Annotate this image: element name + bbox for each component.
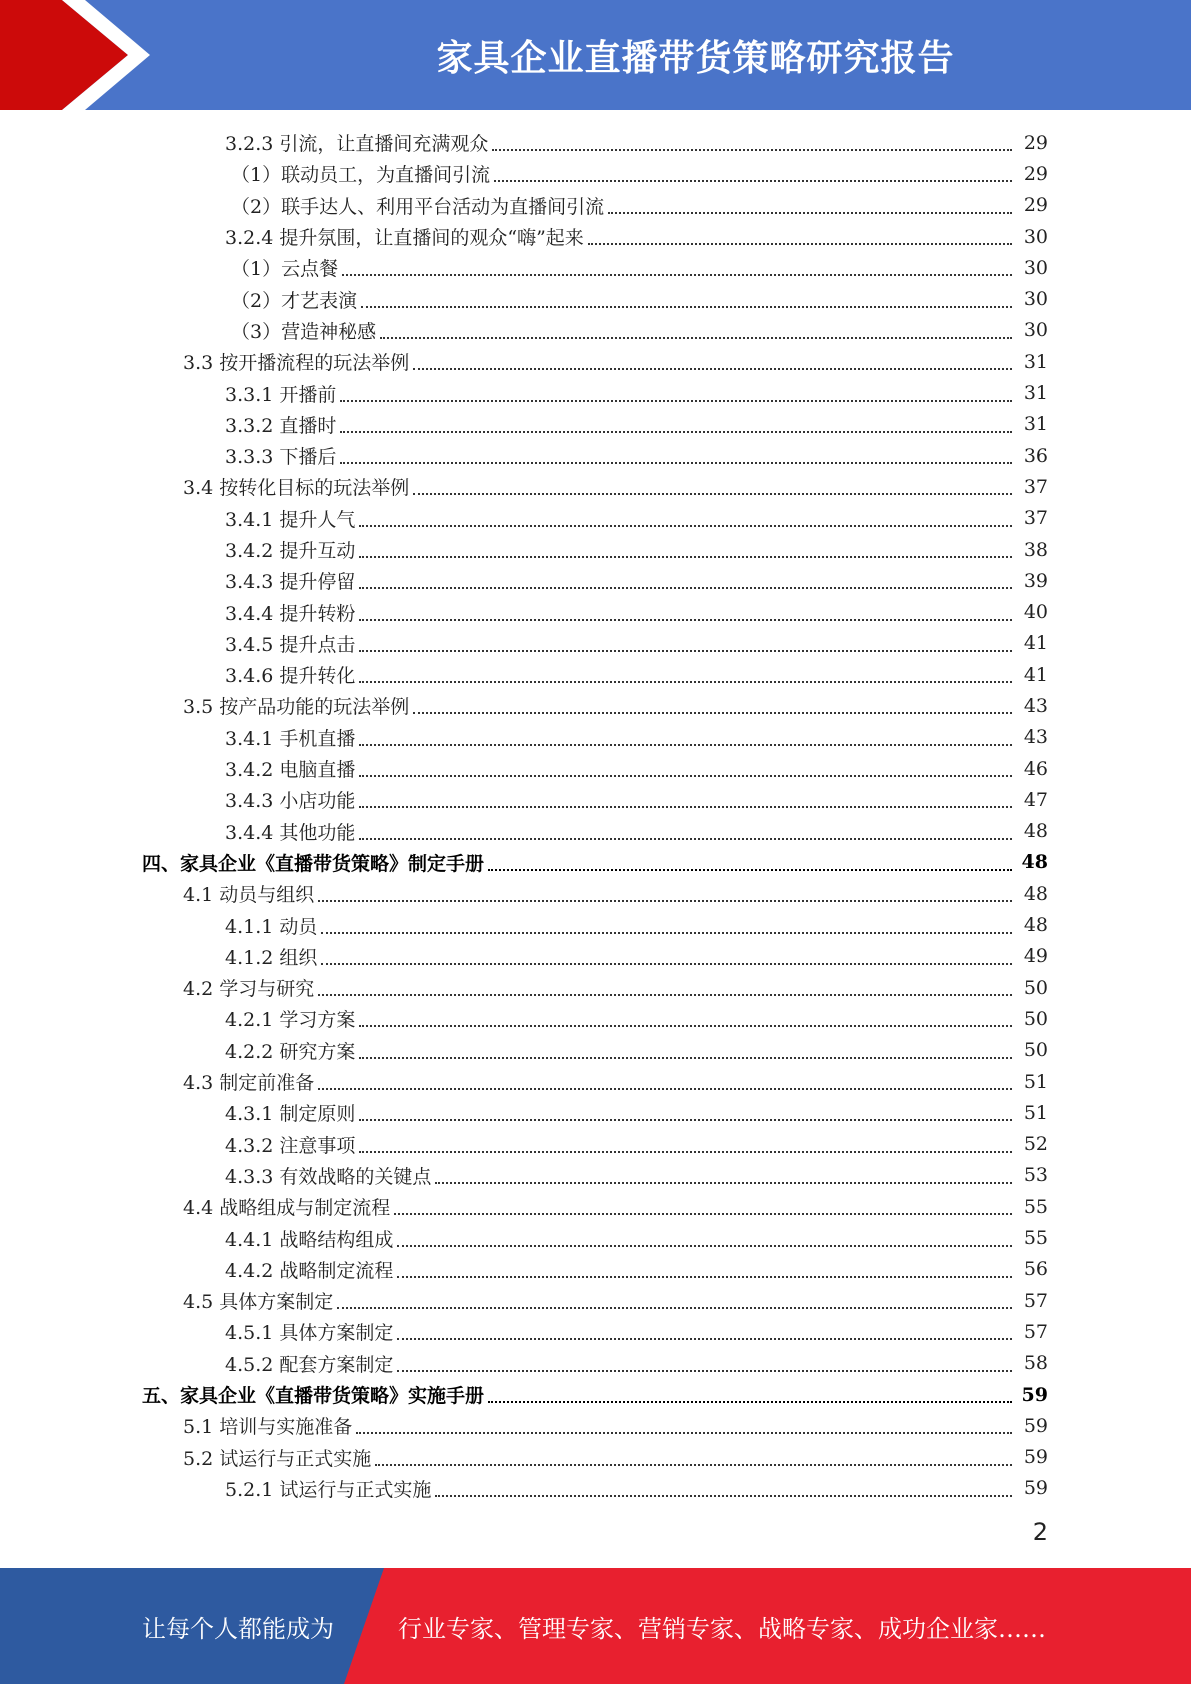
toc-entry-title: 4.5.2 配套方案制定 — [225, 1353, 394, 1376]
toc-entry-title: 4.4.2 战略制定流程 — [225, 1259, 394, 1282]
toc-entry-page: 48 — [1023, 820, 1048, 843]
toc-entry[interactable] — [0, 283, 1191, 314]
toc-entry-title: 4.3.3 有效战略的关键点 — [225, 1165, 432, 1188]
toc-entry-page: 56 — [1023, 1258, 1048, 1281]
toc-entry[interactable] — [0, 1473, 1191, 1504]
toc-dot-leader — [340, 430, 1012, 433]
toc-entry[interactable] — [0, 1254, 1191, 1285]
toc-entry-page: 31 — [1023, 382, 1048, 405]
toc-dot-leader — [337, 1306, 1012, 1309]
toc-dot-leader — [318, 1087, 1012, 1090]
toc-dot-leader — [608, 211, 1012, 214]
toc-dot-leader — [359, 1056, 1012, 1059]
toc-dot-leader — [492, 148, 1012, 151]
toc-entry-page: 31 — [1023, 350, 1048, 373]
toc-entry-page: 59 — [1023, 1446, 1048, 1469]
toc-entry[interactable] — [0, 1129, 1191, 1160]
toc-entry[interactable] — [0, 659, 1191, 690]
toc-entry[interactable] — [0, 440, 1191, 471]
toc-entry-title: 3.4.6 提升转化 — [225, 665, 356, 688]
toc-entry-title: 3.4.5 提升点击 — [225, 633, 356, 656]
toc-entry-page: 48 — [1023, 882, 1048, 905]
toc-entry[interactable] — [0, 1035, 1191, 1066]
toc-entry-title: 3.4.3 提升停留 — [225, 571, 356, 594]
toc-entry[interactable] — [0, 565, 1191, 596]
toc-dot-leader — [359, 743, 1012, 746]
toc-entry-page: 59 — [1023, 1414, 1048, 1437]
toc-entry[interactable] — [0, 1348, 1191, 1379]
toc-dot-leader — [359, 774, 1012, 777]
toc-dot-leader — [340, 461, 1012, 464]
toc-entry-title: 5.2.1 试运行与正式实施 — [225, 1478, 432, 1501]
toc-entry-page: 38 — [1023, 538, 1048, 561]
toc-entry-title: 3.3.2 直播时 — [225, 414, 337, 437]
toc-entry-title: 3.4.2 电脑直播 — [225, 759, 356, 782]
toc-entry[interactable] — [0, 534, 1191, 565]
toc-entry[interactable] — [0, 1160, 1191, 1191]
page-number: 2 — [1032, 1518, 1048, 1546]
toc-dot-leader — [588, 242, 1012, 245]
toc-entry-page: 37 — [1023, 475, 1048, 498]
toc-entry-page: 40 — [1023, 601, 1048, 624]
toc-dot-leader — [356, 1431, 1012, 1434]
toc-entry-title: 五、家具企业《直播带货策略》实施手册 — [142, 1385, 485, 1408]
toc-dot-leader — [494, 179, 1012, 182]
toc-entry-title: 四、家具企业《直播带货策略》制定手册 — [142, 852, 485, 875]
toc-dot-leader — [359, 680, 1012, 683]
toc-entry[interactable] — [0, 1222, 1191, 1253]
toc-entry-page: 57 — [1023, 1320, 1048, 1343]
toc-dot-leader — [359, 805, 1012, 808]
toc-dot-leader — [340, 399, 1012, 402]
toc-entry-page: 52 — [1023, 1133, 1048, 1156]
footer-slogan-right: 行业专家、管理专家、营销专家、战略专家、成功企业家…… — [398, 1614, 1046, 1643]
toc-dot-leader — [397, 1337, 1012, 1340]
toc-entry-title: 4.2 学习与研究 — [183, 978, 315, 1001]
toc-entry-page: 29 — [1023, 162, 1048, 185]
toc-dot-leader — [397, 1244, 1012, 1247]
toc-entry-page: 48 — [1023, 914, 1048, 937]
toc-entry-title: 4.1.1 动员 — [225, 915, 318, 938]
toc-dot-leader — [359, 1150, 1012, 1153]
toc-dot-leader — [359, 618, 1012, 621]
toc-entry-title: 3.4.4 提升转粉 — [225, 602, 356, 625]
toc-entry[interactable] — [0, 847, 1191, 878]
toc-dot-leader — [394, 1212, 1012, 1215]
toc-entry-page: 31 — [1023, 413, 1048, 436]
toc-dot-leader — [321, 931, 1012, 934]
toc-entry[interactable] — [0, 1066, 1191, 1097]
toc-entry-title: 5.2 试运行与正式实施 — [183, 1447, 372, 1470]
toc-entry[interactable] — [0, 127, 1191, 158]
toc-entry[interactable] — [0, 221, 1191, 252]
table-of-contents — [0, 127, 1191, 1504]
page-footer — [0, 1568, 1191, 1684]
toc-entry-title: 4.1.2 组织 — [225, 946, 318, 969]
toc-entry[interactable] — [0, 190, 1191, 221]
toc-dot-leader — [342, 273, 1012, 276]
toc-entry-title: 3.4.2 提升互动 — [225, 540, 356, 562]
toc-entry[interactable] — [0, 315, 1191, 346]
toc-entry[interactable] — [0, 1097, 1191, 1128]
toc-entry-page: 59 — [1021, 1383, 1048, 1406]
toc-dot-leader — [488, 1400, 1012, 1403]
toc-entry-title: 4.3.2 注意事项 — [225, 1134, 356, 1157]
toc-entry-title: 4.4 战略组成与制定流程 — [183, 1197, 391, 1220]
toc-dot-leader — [359, 1118, 1012, 1121]
toc-entry[interactable] — [0, 1191, 1191, 1222]
toc-entry-page: 55 — [1023, 1227, 1048, 1250]
toc-entry-title: 3.2.4 提升氛围，让直播间的观众“嗨”起来 — [225, 227, 584, 250]
toc-entry-title: 4.1 动员与组织 — [183, 884, 315, 907]
toc-entry-page: 30 — [1023, 256, 1048, 279]
toc-entry-page: 47 — [1023, 788, 1048, 811]
toc-dot-leader — [361, 305, 1012, 308]
toc-entry[interactable] — [0, 628, 1191, 659]
toc-entry[interactable] — [0, 972, 1191, 1003]
toc-entry-page: 46 — [1023, 757, 1048, 780]
toc-dot-leader — [488, 868, 1012, 871]
toc-entry-page: 29 — [1023, 194, 1048, 217]
toc-entry[interactable] — [0, 158, 1191, 189]
toc-entry-title: 4.2.2 研究方案 — [225, 1040, 356, 1063]
toc-entry[interactable] — [0, 1003, 1191, 1034]
toc-entry-page: 57 — [1023, 1289, 1048, 1312]
toc-dot-leader — [413, 367, 1012, 370]
toc-entry-page: 59 — [1023, 1477, 1048, 1500]
toc-entry-page: 58 — [1023, 1352, 1048, 1375]
toc-entry-title: 3.3.1 开播前 — [225, 383, 337, 406]
toc-entry[interactable] — [0, 252, 1191, 283]
toc-dot-leader — [397, 1275, 1012, 1278]
toc-entry-title: 3.2.3 引流，让直播间充满观众 — [225, 133, 489, 156]
toc-entry-title: 3.4.1 提升人气 — [225, 508, 356, 531]
toc-entry[interactable] — [0, 878, 1191, 909]
toc-entry[interactable] — [0, 722, 1191, 753]
toc-entry-title: 4.2.1 学习方案 — [225, 1009, 356, 1032]
toc-entry-page: 55 — [1023, 1195, 1048, 1218]
toc-entry-title: 5.1 培训与实施准备 — [183, 1416, 353, 1439]
toc-entry-page: 41 — [1023, 663, 1048, 686]
toc-entry[interactable] — [0, 1441, 1191, 1472]
toc-entry-title: （1）联动员工，为直播间引流 — [231, 164, 491, 187]
toc-dot-leader — [380, 336, 1012, 339]
toc-dot-leader — [318, 899, 1012, 902]
toc-entry-page: 29 — [1023, 131, 1048, 154]
toc-dot-leader — [359, 649, 1012, 652]
toc-dot-leader — [435, 1181, 1012, 1184]
toc-entry-title: 4.3.1 制定原则 — [225, 1103, 356, 1126]
toc-dot-leader — [321, 962, 1012, 965]
page-header — [0, 0, 1191, 110]
toc-entry-page: 48 — [1021, 851, 1048, 874]
toc-entry-title: 3.3.3 下播后 — [225, 446, 337, 469]
toc-entry-page: 50 — [1023, 1007, 1048, 1030]
toc-entry-page: 43 — [1023, 726, 1048, 749]
toc-entry[interactable] — [0, 471, 1191, 502]
toc-entry-title: （2）才艺表演 — [231, 289, 358, 312]
toc-entry[interactable] — [0, 409, 1191, 440]
report-title: 家具企业直播带货策略研究报告 — [436, 37, 955, 79]
toc-dot-leader — [359, 555, 1012, 558]
toc-entry[interactable] — [0, 816, 1191, 847]
toc-entry[interactable] — [0, 941, 1191, 972]
toc-entry[interactable] — [0, 909, 1191, 940]
toc-entry-title: 4.4.1 战略结构组成 — [225, 1228, 394, 1251]
toc-entry-page: 36 — [1023, 444, 1048, 467]
toc-dot-leader — [359, 837, 1012, 840]
toc-entry-page: 51 — [1023, 1101, 1048, 1124]
toc-entry[interactable] — [0, 784, 1191, 815]
toc-dot-leader — [375, 1463, 1012, 1466]
toc-entry[interactable] — [0, 377, 1191, 408]
toc-entry-title: （2）联手达人、利用平台活动为直播间引流 — [231, 195, 605, 218]
toc-entry-page: 37 — [1023, 507, 1048, 530]
toc-entry-page: 50 — [1023, 976, 1048, 999]
toc-entry[interactable] — [0, 690, 1191, 721]
toc-entry-title: （1）云点餐 — [231, 258, 339, 281]
toc-entry-page: 51 — [1023, 1070, 1048, 1093]
toc-entry-page: 39 — [1023, 569, 1048, 592]
toc-dot-leader — [359, 586, 1012, 589]
toc-entry-title: 3.4.1 手机直播 — [225, 727, 356, 750]
toc-entry-title: 4.3 制定前准备 — [183, 1072, 315, 1095]
toc-dot-leader — [318, 993, 1012, 996]
footer-slogan-left: 让每个人都能成为 — [142, 1614, 334, 1643]
toc-entry-title: 4.5.1 具体方案制定 — [225, 1322, 394, 1345]
toc-entry-page: 30 — [1023, 225, 1048, 248]
toc-entry[interactable] — [0, 1410, 1191, 1441]
toc-entry[interactable] — [0, 1316, 1191, 1347]
toc-entry-page: 41 — [1023, 632, 1048, 655]
toc-dot-leader — [359, 524, 1012, 527]
toc-entry[interactable] — [0, 503, 1191, 534]
toc-entry[interactable] — [0, 753, 1191, 784]
toc-entry-page: 53 — [1023, 1164, 1048, 1187]
toc-entry[interactable] — [0, 1379, 1191, 1410]
toc-dot-leader — [397, 1369, 1012, 1372]
toc-dot-leader — [435, 1494, 1012, 1497]
toc-entry[interactable] — [0, 346, 1191, 377]
toc-dot-leader — [413, 711, 1012, 714]
toc-entry[interactable] — [0, 596, 1191, 627]
toc-entry-page: 30 — [1023, 319, 1048, 342]
toc-entry-title: （3）营造神秘感 — [231, 320, 377, 343]
toc-dot-leader — [413, 492, 1012, 495]
toc-entry-title: 3.4 按转化目标的玩法举例 — [183, 477, 410, 500]
toc-entry-title: 3.3 按开播流程的玩法举例 — [183, 352, 410, 375]
toc-entry-title: 3.4.4 其他功能 — [225, 821, 356, 844]
toc-entry-title: 4.5 具体方案制定 — [183, 1291, 334, 1314]
toc-entry[interactable] — [0, 1285, 1191, 1316]
toc-entry-page: 49 — [1023, 945, 1048, 968]
toc-entry-title: 3.5 按产品功能的玩法举例 — [183, 696, 410, 719]
toc-entry-page: 43 — [1023, 694, 1048, 717]
toc-entry-page: 50 — [1023, 1039, 1048, 1062]
toc-entry-title: 3.4.3 小店功能 — [225, 790, 356, 813]
toc-entry-page: 30 — [1023, 288, 1048, 311]
toc-dot-leader — [359, 1024, 1012, 1027]
